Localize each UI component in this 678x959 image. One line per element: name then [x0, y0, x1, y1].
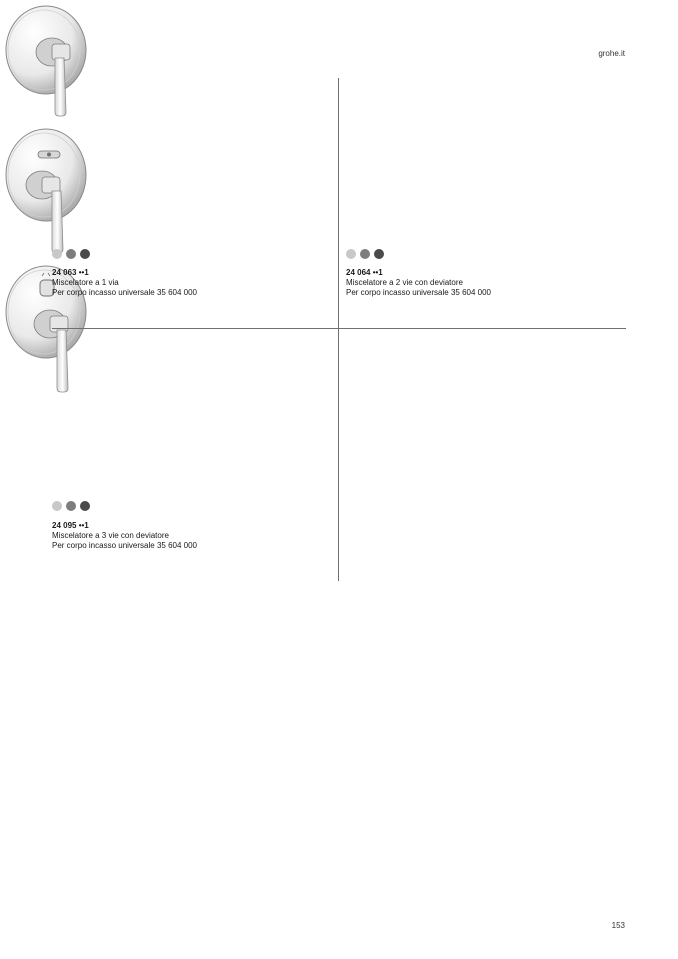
- finish-swatch: [66, 501, 76, 511]
- page-number: 153: [611, 921, 625, 930]
- product-info: [346, 268, 491, 298]
- finish-swatch: [66, 249, 76, 259]
- finish-swatch: [360, 249, 370, 259]
- product-name: Miscelatore a 3 vie con deviatore: [52, 531, 169, 540]
- divider-vertical-top: [338, 78, 339, 328]
- finish-swatch: [80, 249, 90, 259]
- product-name: Miscelatore a 2 vie con deviatore: [346, 278, 463, 287]
- finish-swatches: [346, 249, 384, 259]
- finish-swatches: [52, 501, 90, 511]
- product-note: Per corpo incasso universale 35 604 000: [52, 288, 197, 297]
- site-url: grohe.it: [598, 49, 625, 58]
- mixer-2-way-image: [0, 123, 92, 255]
- finish-swatch: [80, 501, 90, 511]
- divider-vertical-bottom: [338, 329, 339, 581]
- product-name: Miscelatore a 1 via: [52, 278, 119, 287]
- product-code: 24 064 ••1: [346, 268, 383, 277]
- product-note: Per corpo incasso universale 35 604 000: [346, 288, 491, 297]
- finish-swatch: [374, 249, 384, 259]
- product-note: Per corpo incasso universale 35 604 000: [52, 541, 197, 550]
- product-code: 24 063 ••1: [52, 268, 89, 277]
- product-info: [52, 521, 197, 551]
- product-info: [52, 268, 197, 298]
- finish-swatches: [52, 249, 90, 259]
- finish-swatch: [52, 249, 62, 259]
- product-code: 24 095 ••1: [52, 521, 89, 530]
- finish-swatch: [52, 501, 62, 511]
- divider-horizontal: [52, 328, 626, 329]
- mixer-1-way-image: [0, 0, 95, 118]
- finish-swatch: [346, 249, 356, 259]
